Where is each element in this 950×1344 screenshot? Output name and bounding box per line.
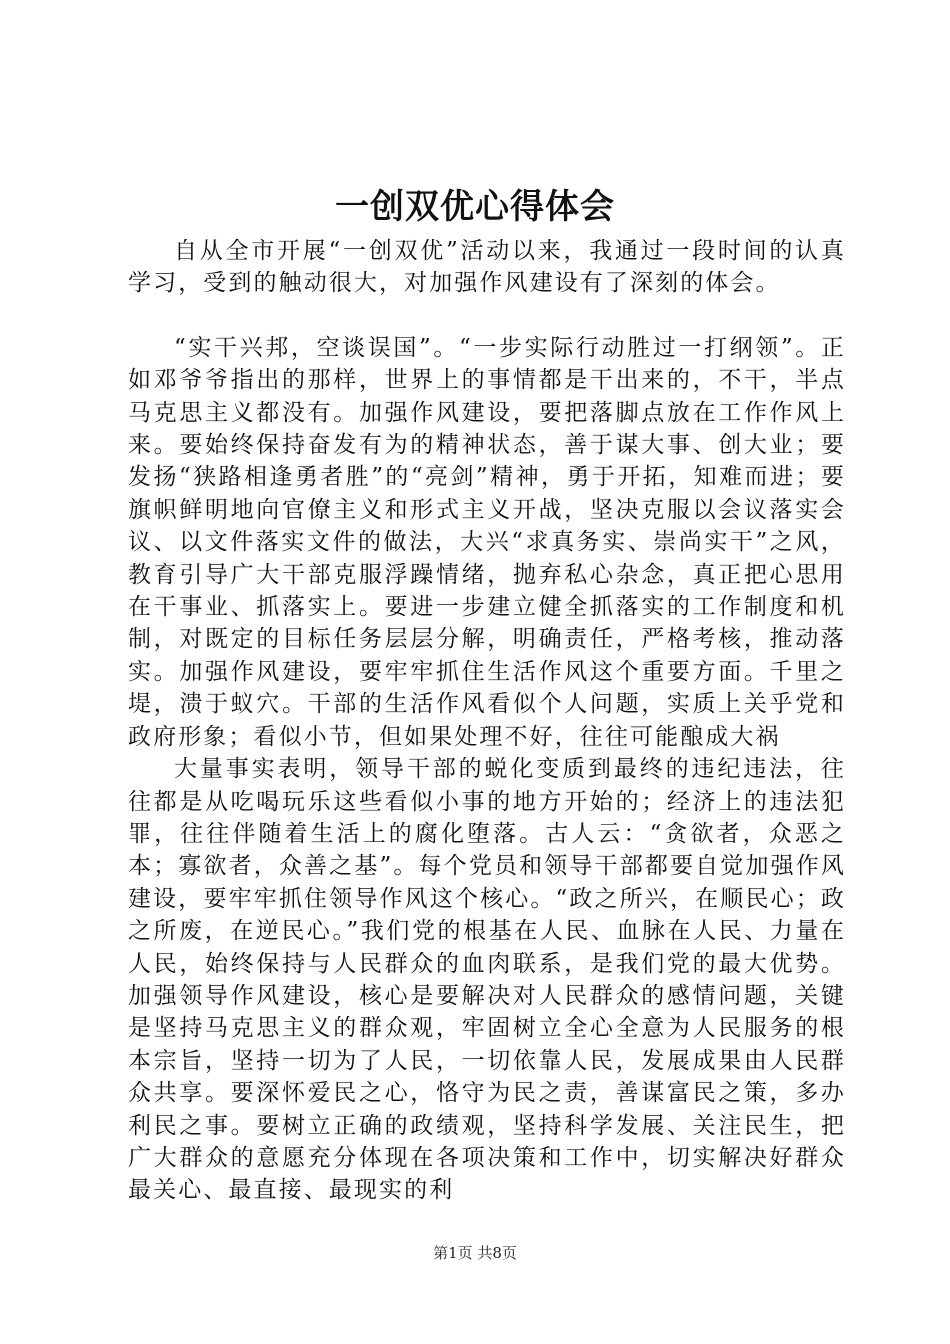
- page-number-footer: 第1页 共8页: [433, 1244, 517, 1262]
- body-paragraph: “实干兴邦，空谈误国”。“一步实际行动胜过一打纲领”。正如邓爷爷指出的那样，世界上的事情都是干出来的，不干，半点马克思主义都没有。加强作风建设，要把落脚点放在工作作风上来。要始终保持奋发有为的精神状态，善于谋大事、创大业；要发扬“狭路相逢勇者胜”的“亮剑”精神，勇于开拓，知难而进；要旗帜鲜明地向官僚主义和形式主义开战，坚决克服以会议落实会议、以文件落实文件的做法，大兴“求真务实、崇尚实干”之风，教育引导广大干部克服浮躁情绪，抛弃私心杂念，真正把心思用在干事业、抓落实上。要进一步建立健全抓落实的工作制度和机制，对既定的目标任务层层分解，明确责任，严格考核，推动落实。加强作风建设，要牢牢抓住生活作风这个重要方面。千里之堤，溃于蚁穴。干部的生活作风看似个人问题，实质上关乎党和政府形象；看似小节，但如果处理不好，往往可能酿成大祸: [128, 334, 846, 750]
- body-paragraph: 大量事实表明，领导干部的蜕化变质到最终的违纪违法，往往都是从吃喝玩乐这些看似小事的地方开始的；经济上的违法犯罪，往往伴随着生活上的腐化堕落。古人云：“贪欲者，众恶之本；寡欲者，众善之基”。每个党员和领导干部都要自觉加强作风建设，要牢牢抓住领导作风这个核心。“政之所兴，在顺民心；政之所废，在逆民心。”我们党的根基在人民、血脉在人民、力量在人民，始终保持与人民群众的血肉联系，是我们党的最大优势。加强领导作风建设，核心是要解决对人民群众的感情问题，关键是坚持马克思主义的群众观，牢固树立全心全意为人民服务的根本宗旨，坚持一切为了人民，一切依靠人民，发展成果由人民群众共享。要深怀爱民之心，恪守为民之责，善谋富民之策，多办利民之事。要树立正确的政绩观，坚持科学发展、关注民生，把广大群众的意愿充分体现在各项决策和工作中，切实解决好群众最关心、最直接、最现实的利: [128, 756, 846, 1204]
- document-title: 一创双优心得体会: [335, 187, 615, 227]
- document-body: [128, 235, 846, 1207]
- body-paragraph: 自从全市开展“一创双优”活动以来，我通过一段时间的认真学习，受到的触动很大，对加强作风建设有了深刻的体会。: [128, 238, 846, 297]
